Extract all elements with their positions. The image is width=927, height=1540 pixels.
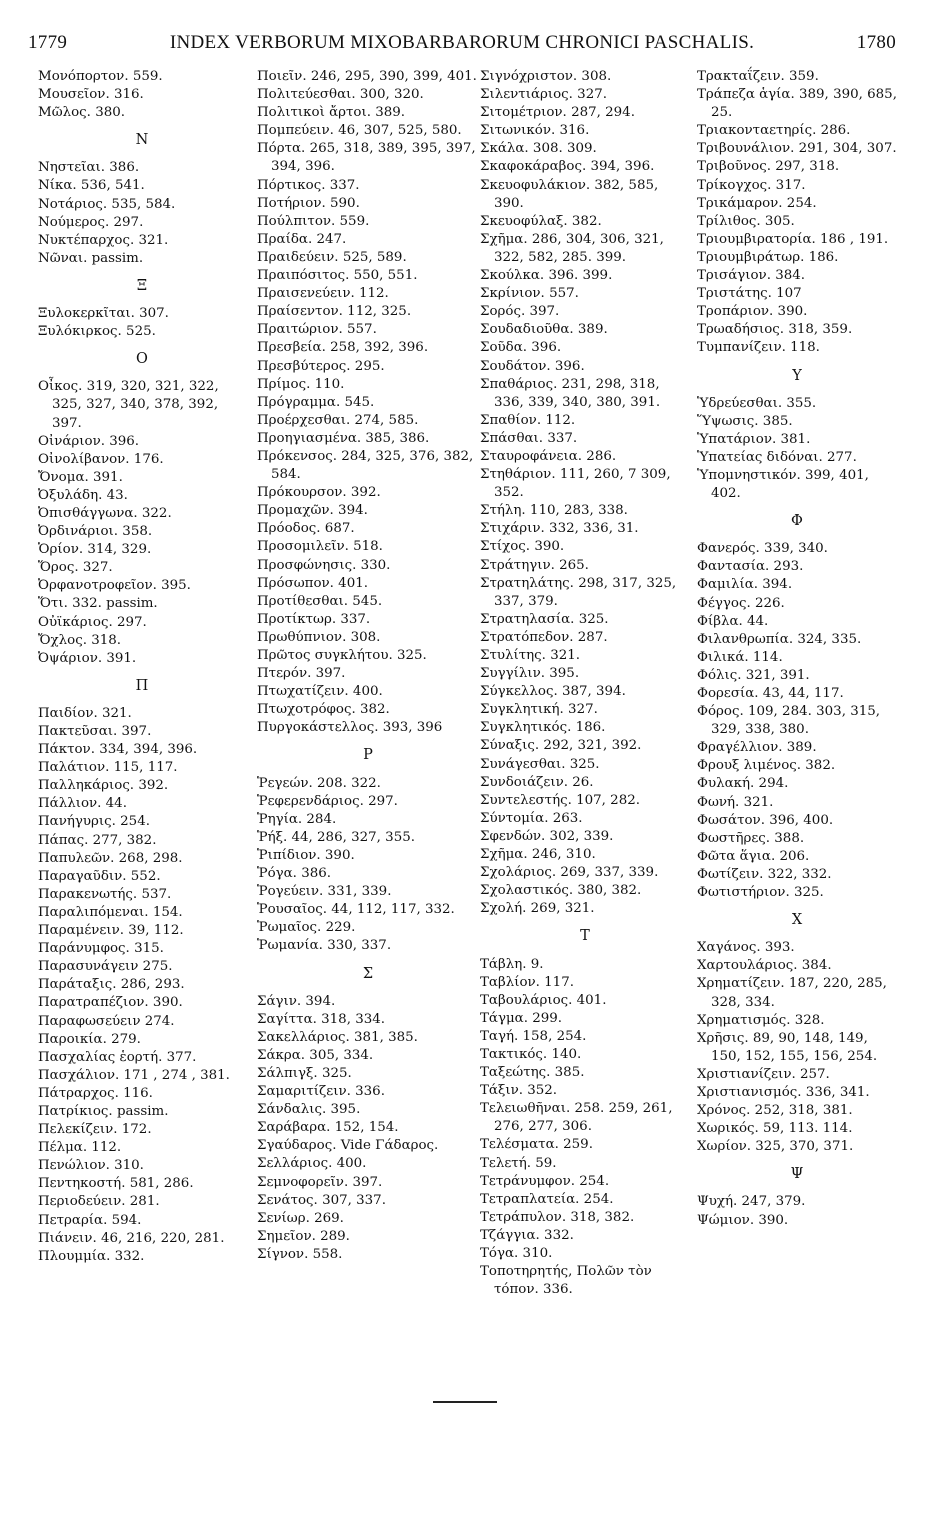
index-entry: Συγκλητικός. 186.: [480, 720, 606, 736]
index-entry: Σορός. 397.: [480, 304, 560, 320]
index-entry: Πρεσβύτερος. 295.: [257, 358, 385, 374]
index-entry: Σχῆμα. 286, 304, 306, 321, 322, 582, 285. 399.: [480, 231, 664, 265]
index-entry: Χωρίον. 325, 370, 371.: [697, 1139, 854, 1155]
index-entry: Πλουμμία. 332.: [38, 1248, 145, 1264]
index-entry: Πρόσωπον. 401.: [257, 575, 369, 591]
index-entry: Σκούλκα. 396. 399.: [480, 268, 613, 284]
index-entry: Πάλλιον. 44.: [38, 796, 127, 812]
index-entry: Στρατηλασία. 325.: [480, 611, 609, 627]
index-entry: Σιλεντιάριος. 327.: [480, 87, 607, 103]
index-entry: Ὑδρεύεσθαι. 355.: [697, 395, 817, 411]
index-entry: Σεμνοφορεῖν. 397.: [257, 1174, 383, 1190]
index-entry: Τρακταΐζειν. 359.: [697, 69, 819, 84]
index-entry: Τάγμα. 299.: [480, 1010, 563, 1026]
index-entry: Πομπεύειν. 46, 307, 525, 580.: [257, 123, 462, 139]
index-entry: Σχολάριος. 269, 337, 339.: [480, 865, 659, 881]
index-entry: Σάγιν. 394.: [257, 993, 336, 1009]
index-entry: Οὐϊκάριος. 297.: [38, 614, 147, 630]
index-entry: Ὑπατείας διδόναι. 277.: [697, 449, 857, 465]
index-entry: Σπαθάριος. 231, 298, 318, 336, 339, 340, 380, 391.: [480, 376, 661, 410]
index-entry: Φιλανθρωπία. 324, 335.: [697, 631, 862, 647]
index-entry: Ταβλίον. 117.: [480, 974, 574, 990]
index-entry: Στυλίτης. 321.: [480, 648, 581, 663]
index-entry: Σημεῖον. 289.: [257, 1228, 350, 1244]
index-entry: Παροικία. 279.: [38, 1031, 141, 1047]
index-entry: Σοῦδα. 396.: [480, 340, 562, 356]
index-entry: Μῶλος. 380.: [38, 105, 126, 121]
section-letter: Y: [792, 367, 802, 384]
index-entry: Σενάτος. 307, 337.: [257, 1192, 386, 1208]
section-letter: T: [580, 928, 590, 945]
index-entry: Σιτωνικόν. 316.: [480, 123, 590, 139]
index-entry: Προσομιλεῖν. 518.: [257, 539, 383, 555]
index-entry: Τράπεζα ἁγία. 389, 390, 685, 25.: [697, 87, 897, 121]
index-entry: Πανήγυρις. 254.: [38, 814, 150, 830]
index-entry: Παραγαῦδιν. 552.: [38, 868, 161, 884]
index-entry: Πτερόν. 397.: [257, 666, 346, 682]
index-entry: Τρωαδήσιος. 318, 359.: [697, 322, 853, 338]
index-entry: Τετράνυμφον. 254.: [480, 1173, 610, 1189]
index-entry: Παραμένειν. 39, 112.: [38, 923, 184, 939]
index-entry: Σουδάτον. 396.: [480, 358, 585, 374]
index-entry: Τόγα. 310.: [480, 1246, 553, 1261]
index-entry: Πρῶτος συγκλήτου. 325.: [257, 648, 427, 663]
index-entry: Νούμερος. 297.: [38, 214, 144, 230]
index-entry: Πρόκενσος. 284, 325, 376, 382, 584.: [257, 448, 474, 483]
index-entry: Χρῆσις. 89, 90, 148, 149, 150, 152, 155, 156, 254.: [697, 1030, 878, 1064]
index-entry: Φαντασία. 293.: [697, 559, 804, 575]
index-entry: Νῶναι. passim.: [38, 250, 144, 266]
index-entry: Στήλη. 110, 283, 338.: [480, 503, 628, 519]
index-entry: Προτίθεσθαι. 545.: [257, 593, 383, 609]
index-entry: Πρίμος. 110.: [257, 376, 345, 392]
index-entry: Παιδίον. 321.: [38, 705, 132, 721]
index-entry: Πατρίκιος. passim.: [38, 1103, 169, 1119]
index-entry: Σάνδαλις. 395.: [257, 1102, 361, 1118]
index-entry: Πρεσβεία. 258, 392, 396.: [257, 340, 429, 356]
index-entry: Μονόπορτον. 559.: [38, 69, 163, 84]
index-entry: Σπαθίον. 112.: [480, 412, 576, 428]
index-entry: Στηθάριον. 111, 260, 7 309, 352.: [480, 467, 671, 501]
index-entry: Τρίκογχος. 317.: [697, 177, 806, 193]
index-entry: Σαμαριτίζειν. 336.: [257, 1084, 385, 1100]
index-entry: Ὅτι. 332. passim.: [38, 596, 158, 612]
index-entry: Τρισάγιον. 384.: [697, 268, 806, 284]
index-entry: Πραισενεύειν. 112.: [257, 286, 389, 302]
index-entry: Τζάγγια. 332.: [480, 1227, 574, 1243]
index-entry: Σκρίνιον. 557.: [480, 286, 579, 302]
section-letter: X: [791, 912, 803, 929]
section-letter: N: [135, 132, 149, 149]
index-entry: Παρασυνάγειν 275.: [38, 959, 173, 975]
index-entry: Φέγγος. 226.: [697, 595, 785, 611]
index-entry: Ῥωμαῖος. 229.: [257, 920, 356, 936]
index-entry: Πάπας. 277, 382.: [38, 832, 157, 848]
index-entry: Ψυχή. 247, 379.: [697, 1194, 806, 1210]
index-column-2: [257, 68, 479, 1264]
index-entry: Σκαφοκάραβος. 394, 396.: [480, 159, 655, 175]
index-column-3: [480, 68, 690, 1299]
index-entry: Τοποτηρητής, Πολῶν τὸν τόπον. 336.: [480, 1264, 652, 1298]
index-entry: Προηγιασμένα. 385, 386.: [257, 430, 430, 446]
index-entry: Συντελεστής. 107, 282.: [480, 792, 640, 808]
index-entry: Φαμιλία. 394.: [697, 577, 793, 593]
page-number-left: 1779: [28, 32, 68, 53]
index-entry: Πολιτεύεσθαι. 300, 320.: [257, 87, 424, 103]
index-entry: Συγγίλιν. 395.: [480, 666, 580, 682]
index-entry: Νυκτέπαρχος. 321.: [38, 232, 169, 248]
index-entry: Ὄνομα. 391.: [38, 469, 123, 485]
index-entry: Σιγνόχριστον. 308.: [480, 69, 612, 84]
index-entry: Σάκρα. 305, 334.: [257, 1047, 374, 1063]
index-entry: Ψώμιον. 390.: [697, 1212, 789, 1228]
index-entry: Φορεσία. 43, 44, 117.: [697, 686, 844, 701]
index-entry: Ταγή. 158, 254.: [480, 1028, 587, 1044]
index-entry: Τριουμβιρατορία. 186 , 191.: [697, 231, 889, 247]
index-entry: Ὀρφανοτροφεῖον. 395.: [38, 578, 191, 594]
section-letter: Ψ: [790, 1166, 804, 1183]
index-entry: Πτωχοτρόφος. 382.: [257, 702, 390, 718]
index-entry: Ῥεγεών. 208. 322.: [257, 775, 381, 791]
index-entry: Πραιτώριον. 557.: [257, 322, 377, 338]
index-entry: Σπάσθαι. 337.: [480, 430, 578, 446]
index-entry: Ὕψωσις. 385.: [697, 413, 793, 429]
index-entry: Τριακονταετηρίς. 286.: [697, 123, 851, 139]
page-header: [28, 32, 896, 62]
index-entry: Σαγίττα. 318, 334.: [257, 1011, 386, 1027]
index-entry: Ῥηγία. 284.: [257, 811, 337, 827]
index-entry: Ῥιπίδιον. 390.: [257, 847, 355, 863]
index-entry: Τάβλη. 9.: [480, 956, 544, 972]
index-entry: Χαρτουλάριος. 384.: [697, 958, 832, 974]
index-entry: Οἶκος. 319, 320, 321, 322, 325, 327, 340, 378, 392, 397.: [38, 379, 219, 431]
index-entry: Πρόοδος. 687.: [257, 521, 355, 537]
index-entry: Φωνή. 321.: [697, 794, 774, 810]
index-entry: Πτωχατίζειν. 400.: [257, 684, 383, 700]
index-entry: Στίχος. 390.: [480, 539, 565, 555]
index-entry: Σκάλα. 308. 309.: [480, 141, 597, 157]
index-entry: Προέρχεσθαι. 274, 585.: [257, 412, 419, 428]
index-entry: Παρατραπέζιον. 390.: [38, 995, 183, 1011]
index-entry: Πραίσεντον. 112, 325.: [257, 304, 412, 320]
index-entry: Πενώλιον. 310.: [38, 1158, 144, 1174]
index-entry: Πούλπιτον. 559.: [257, 213, 370, 229]
index-entry: Πραίδα. 247.: [257, 231, 347, 247]
index-entry: Στρατηλάτης. 298, 317, 325, 337, 379.: [480, 575, 677, 609]
index-entry: Τελειωθῆναι. 258. 259, 261, 276, 277, 306.: [480, 1101, 673, 1135]
index-entry: Σταυροφάνεια. 286.: [480, 448, 617, 464]
index-entry: Ὑπομνηστικόν. 399, 401, 402.: [697, 467, 869, 502]
index-entry: Φωτίζειν. 322, 332.: [697, 866, 832, 882]
index-entry: Ποιεῖν. 246, 295, 390, 399, 401.: [257, 69, 477, 84]
index-entry: Οἰνάριον. 396.: [38, 433, 140, 449]
index-entry: Χριστιανισμός. 336, 341.: [697, 1084, 870, 1100]
index-entry: Φρουξ λιμένος. 382.: [697, 758, 836, 774]
index-entry: Σχῆμα. 246, 310.: [480, 847, 596, 863]
index-entry: Οἰνολίβανον. 176.: [38, 451, 164, 467]
index-entry: Χρηματίζειν. 187, 220, 285, 328, 334.: [697, 976, 887, 1010]
index-entry: Σουδαδιοῦθα. 389.: [480, 322, 608, 338]
section-letter: Ξ: [136, 277, 148, 294]
index-entry: Ποτήριον. 590.: [257, 195, 360, 211]
index-entry: Προμαχῶν. 394.: [257, 503, 368, 519]
index-entry: Σελλάριος. 400.: [257, 1156, 367, 1172]
index-entry: Τρικάμαρον. 254.: [697, 195, 817, 211]
index-entry: Σγαύδαρος. Vide Γάδαρος.: [257, 1138, 439, 1154]
index-entry: Πασχάλιον. 171 , 274 , 381.: [38, 1067, 230, 1083]
index-entry: Τροπάριον. 390.: [697, 304, 808, 320]
index-entry: Ξυλόκιρκος. 525.: [38, 324, 156, 340]
index-entry: Στρατόπεδον. 287.: [480, 629, 608, 645]
index-column-4: [697, 68, 897, 1230]
closing-rule: [433, 1401, 497, 1403]
index-entry: Σύγκελλος. 387, 394.: [480, 684, 626, 700]
index-entry: Στιχάριν. 332, 336, 31.: [480, 521, 639, 537]
index-entry: Φόλις. 321, 391.: [697, 667, 810, 683]
section-letter: Φ: [791, 513, 803, 530]
index-entry: Ὀψάριον. 391.: [38, 650, 137, 666]
index-entry: Σίγνον. 558.: [257, 1246, 343, 1262]
index-entry: Τελέσματα. 259.: [480, 1137, 593, 1153]
index-entry: Σενίωρ. 269.: [257, 1210, 344, 1226]
index-entry: Μουσεῖον. 316.: [38, 87, 144, 103]
index-entry: Ῥήξ. 44, 286, 327, 355.: [257, 829, 416, 845]
section-letter: Σ: [362, 965, 374, 982]
index-entry: Παλάτιον. 115, 117.: [38, 760, 178, 776]
index-entry: Στράτηγιν. 265.: [480, 557, 589, 573]
index-entry: Σφενδών. 302, 339.: [480, 828, 614, 844]
index-entry: Παράταξις. 286, 293.: [38, 977, 185, 993]
index-entry: Τελετή. 59.: [480, 1155, 557, 1171]
index-entry: Πρόγραμμα. 545.: [257, 394, 375, 410]
index-entry: Φυλακή. 294.: [697, 776, 789, 792]
index-entry: Ὑπατάριον. 381.: [697, 431, 811, 447]
index-entry: Πρωθύπνιον. 308.: [257, 629, 381, 645]
index-entry: Ὁρίον. 314, 329.: [38, 542, 152, 558]
index-entry: Προτίκτωρ. 337.: [257, 611, 371, 627]
index-entry: Πελεκίζειν. 172.: [38, 1122, 152, 1138]
index-entry: Παπυλεῶν. 268, 298.: [38, 850, 183, 866]
index-entry: Φίβλα. 44.: [697, 613, 769, 629]
index-entry: Προσφώνησις. 330.: [257, 557, 391, 573]
index-entry: Πιάνειν. 46, 216, 220, 281.: [38, 1230, 225, 1246]
index-entry: Τριβουνάλιον. 291, 304, 307.: [697, 141, 897, 157]
index-entry: Τρίλιθος. 305.: [697, 213, 795, 229]
index-entry: Τριστάτης. 107: [697, 286, 802, 302]
index-entry: Ὅρος. 327.: [38, 560, 113, 576]
index-entry: Πρόκουρσον. 392.: [257, 485, 381, 501]
index-entry: Φωτιστήριον. 325.: [697, 885, 824, 901]
index-entry: Πασχαλίας ἑορτή. 377.: [38, 1049, 197, 1065]
index-entry: Σχολαστικός. 380, 382.: [480, 883, 642, 899]
index-entry: Σάλπιγξ. 325.: [257, 1065, 352, 1081]
index-entry: Σκευοφύλαξ. 382.: [480, 213, 602, 229]
index-entry: Σαράβαρα. 152, 154.: [257, 1120, 399, 1136]
index-entry: Νίκα. 536, 541.: [38, 178, 145, 194]
index-entry: Πάτραρχος. 116.: [38, 1085, 153, 1101]
page-title: INDEX VERBORUM MIXOBARBARORUM CHRONICI PASCHALIS.: [169, 32, 755, 53]
index-entry: Ὀπισθάγγωνα. 322.: [38, 505, 172, 521]
index-entry: Φραγέλλιον. 389.: [697, 740, 817, 756]
index-entry: Πάκτον. 334, 394, 396.: [38, 742, 198, 758]
index-entry: Τάξιν. 352.: [480, 1083, 558, 1099]
index-entry: Φωσάτον. 396, 400.: [697, 812, 834, 828]
section-letter: O: [136, 351, 148, 368]
index-entry: Πραιπόσιτος. 550, 551.: [257, 268, 418, 284]
index-entry: Συνάγεσθαι. 325.: [480, 756, 600, 772]
index-entry: Σκευοφυλάκιον. 382, 585, 390.: [480, 177, 659, 211]
index-entry: Σύναξις. 292, 321, 392.: [480, 738, 642, 754]
index-entry: Χρηματισμός. 328.: [697, 1012, 825, 1028]
index-entry: Χρόνος. 252, 318, 381.: [697, 1103, 853, 1119]
index-entry: Νοτάριος. 535, 584.: [38, 196, 176, 212]
index-entry: Συνδοιάζειν. 26.: [480, 774, 594, 790]
section-letter: P: [363, 747, 373, 764]
index-entry: Τριουμβιράτωρ. 186.: [697, 249, 839, 265]
index-entry: Ῥεφερενδάριος. 297.: [257, 793, 398, 809]
index-entry: Ὄχλος. 318.: [38, 632, 122, 648]
index-entry: Τετραπλατεία. 254.: [480, 1191, 614, 1207]
index-entry: Χωρικός. 59, 113. 114.: [697, 1121, 853, 1137]
page-number-right: 1780: [856, 32, 896, 53]
index-entry: Σιτομέτριον. 287, 294.: [480, 105, 635, 121]
index-entry: Πόρτα. 265, 318, 389, 395, 397, 394, 396.: [257, 141, 476, 175]
index-entry: Πόρτικος. 337.: [257, 177, 360, 193]
index-entry: Παλληκάριος. 392.: [38, 778, 169, 794]
index-entry: Φῶτα ἅγια. 206.: [697, 848, 810, 864]
index-entry: Πολιτικοὶ ἄρτοι. 389.: [257, 105, 406, 121]
index-entry: Παραφωσεύειν 274.: [38, 1013, 175, 1029]
index-entry: Ξυλοκερκῖται. 307.: [38, 306, 169, 322]
index-entry: Συγκλητική. 327.: [480, 702, 598, 718]
index-entry: Ῥουσαῖος. 44, 112, 117, 332.: [257, 902, 455, 918]
index-entry: Ταβουλάριος. 401.: [480, 992, 607, 1008]
index-entry: Πακτεῦσαι. 397.: [38, 724, 152, 739]
index-entry: Φωστῆρες. 388.: [697, 830, 805, 846]
index-entry: Χριστιανίζειν. 257.: [697, 1066, 830, 1082]
index-entry: Σακελλάριος. 381, 385.: [257, 1029, 418, 1045]
index-column-1: [38, 68, 246, 1266]
index-entry: Τριβοῦνος. 297, 318.: [697, 159, 840, 175]
index-entry: Πέλμα. 112.: [38, 1140, 122, 1156]
index-entry: Ῥογεύειν. 331, 339.: [257, 884, 392, 900]
index-entry: Πεντηκοστή. 581, 286.: [38, 1176, 194, 1192]
index-entry: Παραλιπόμεναι. 154.: [38, 904, 183, 920]
index-entry: Πετραρία. 594.: [38, 1212, 142, 1228]
index-entry: Τυμπανίζειν. 118.: [697, 340, 820, 356]
index-entry: Τακτικός. 140.: [480, 1046, 582, 1062]
index-entry: Νηστεῖαι. 386.: [38, 160, 140, 176]
index-entry: Ὀρδινάριοι. 358.: [38, 524, 153, 540]
index-entry: Παρακενωτής. 537.: [38, 886, 172, 902]
index-entry: Ταξεώτης. 385.: [480, 1065, 585, 1081]
index-entry: Φανερός. 339, 340.: [697, 541, 828, 557]
index-entry: Πραιδεύειν. 525, 589.: [257, 249, 407, 265]
index-entry: Σύντομία. 263.: [480, 810, 583, 826]
index-entry: Παράνυμφος. 315.: [38, 941, 164, 957]
index-entry: Φιλικά. 114.: [697, 649, 783, 665]
index-entry: Περιοδεύειν. 281.: [38, 1194, 160, 1210]
section-letter: Π: [135, 677, 149, 694]
index-entry: Ῥόγα. 386.: [257, 866, 332, 882]
index-entry: Σχολή. 269, 321.: [480, 901, 595, 917]
index-entry: Τετράπυλον. 318, 382.: [480, 1209, 635, 1225]
index-entry: Ὀξυλάδη. 43.: [38, 487, 128, 503]
index-entry: Ῥωμανία. 330, 337.: [257, 938, 392, 954]
index-entry: Φόρος. 109, 284. 303, 315, 329, 338, 380.: [697, 704, 881, 738]
index-entry: Χαγάνος. 393.: [697, 940, 795, 956]
index-entry: Πυργοκάστελλος. 393, 396: [257, 720, 443, 736]
